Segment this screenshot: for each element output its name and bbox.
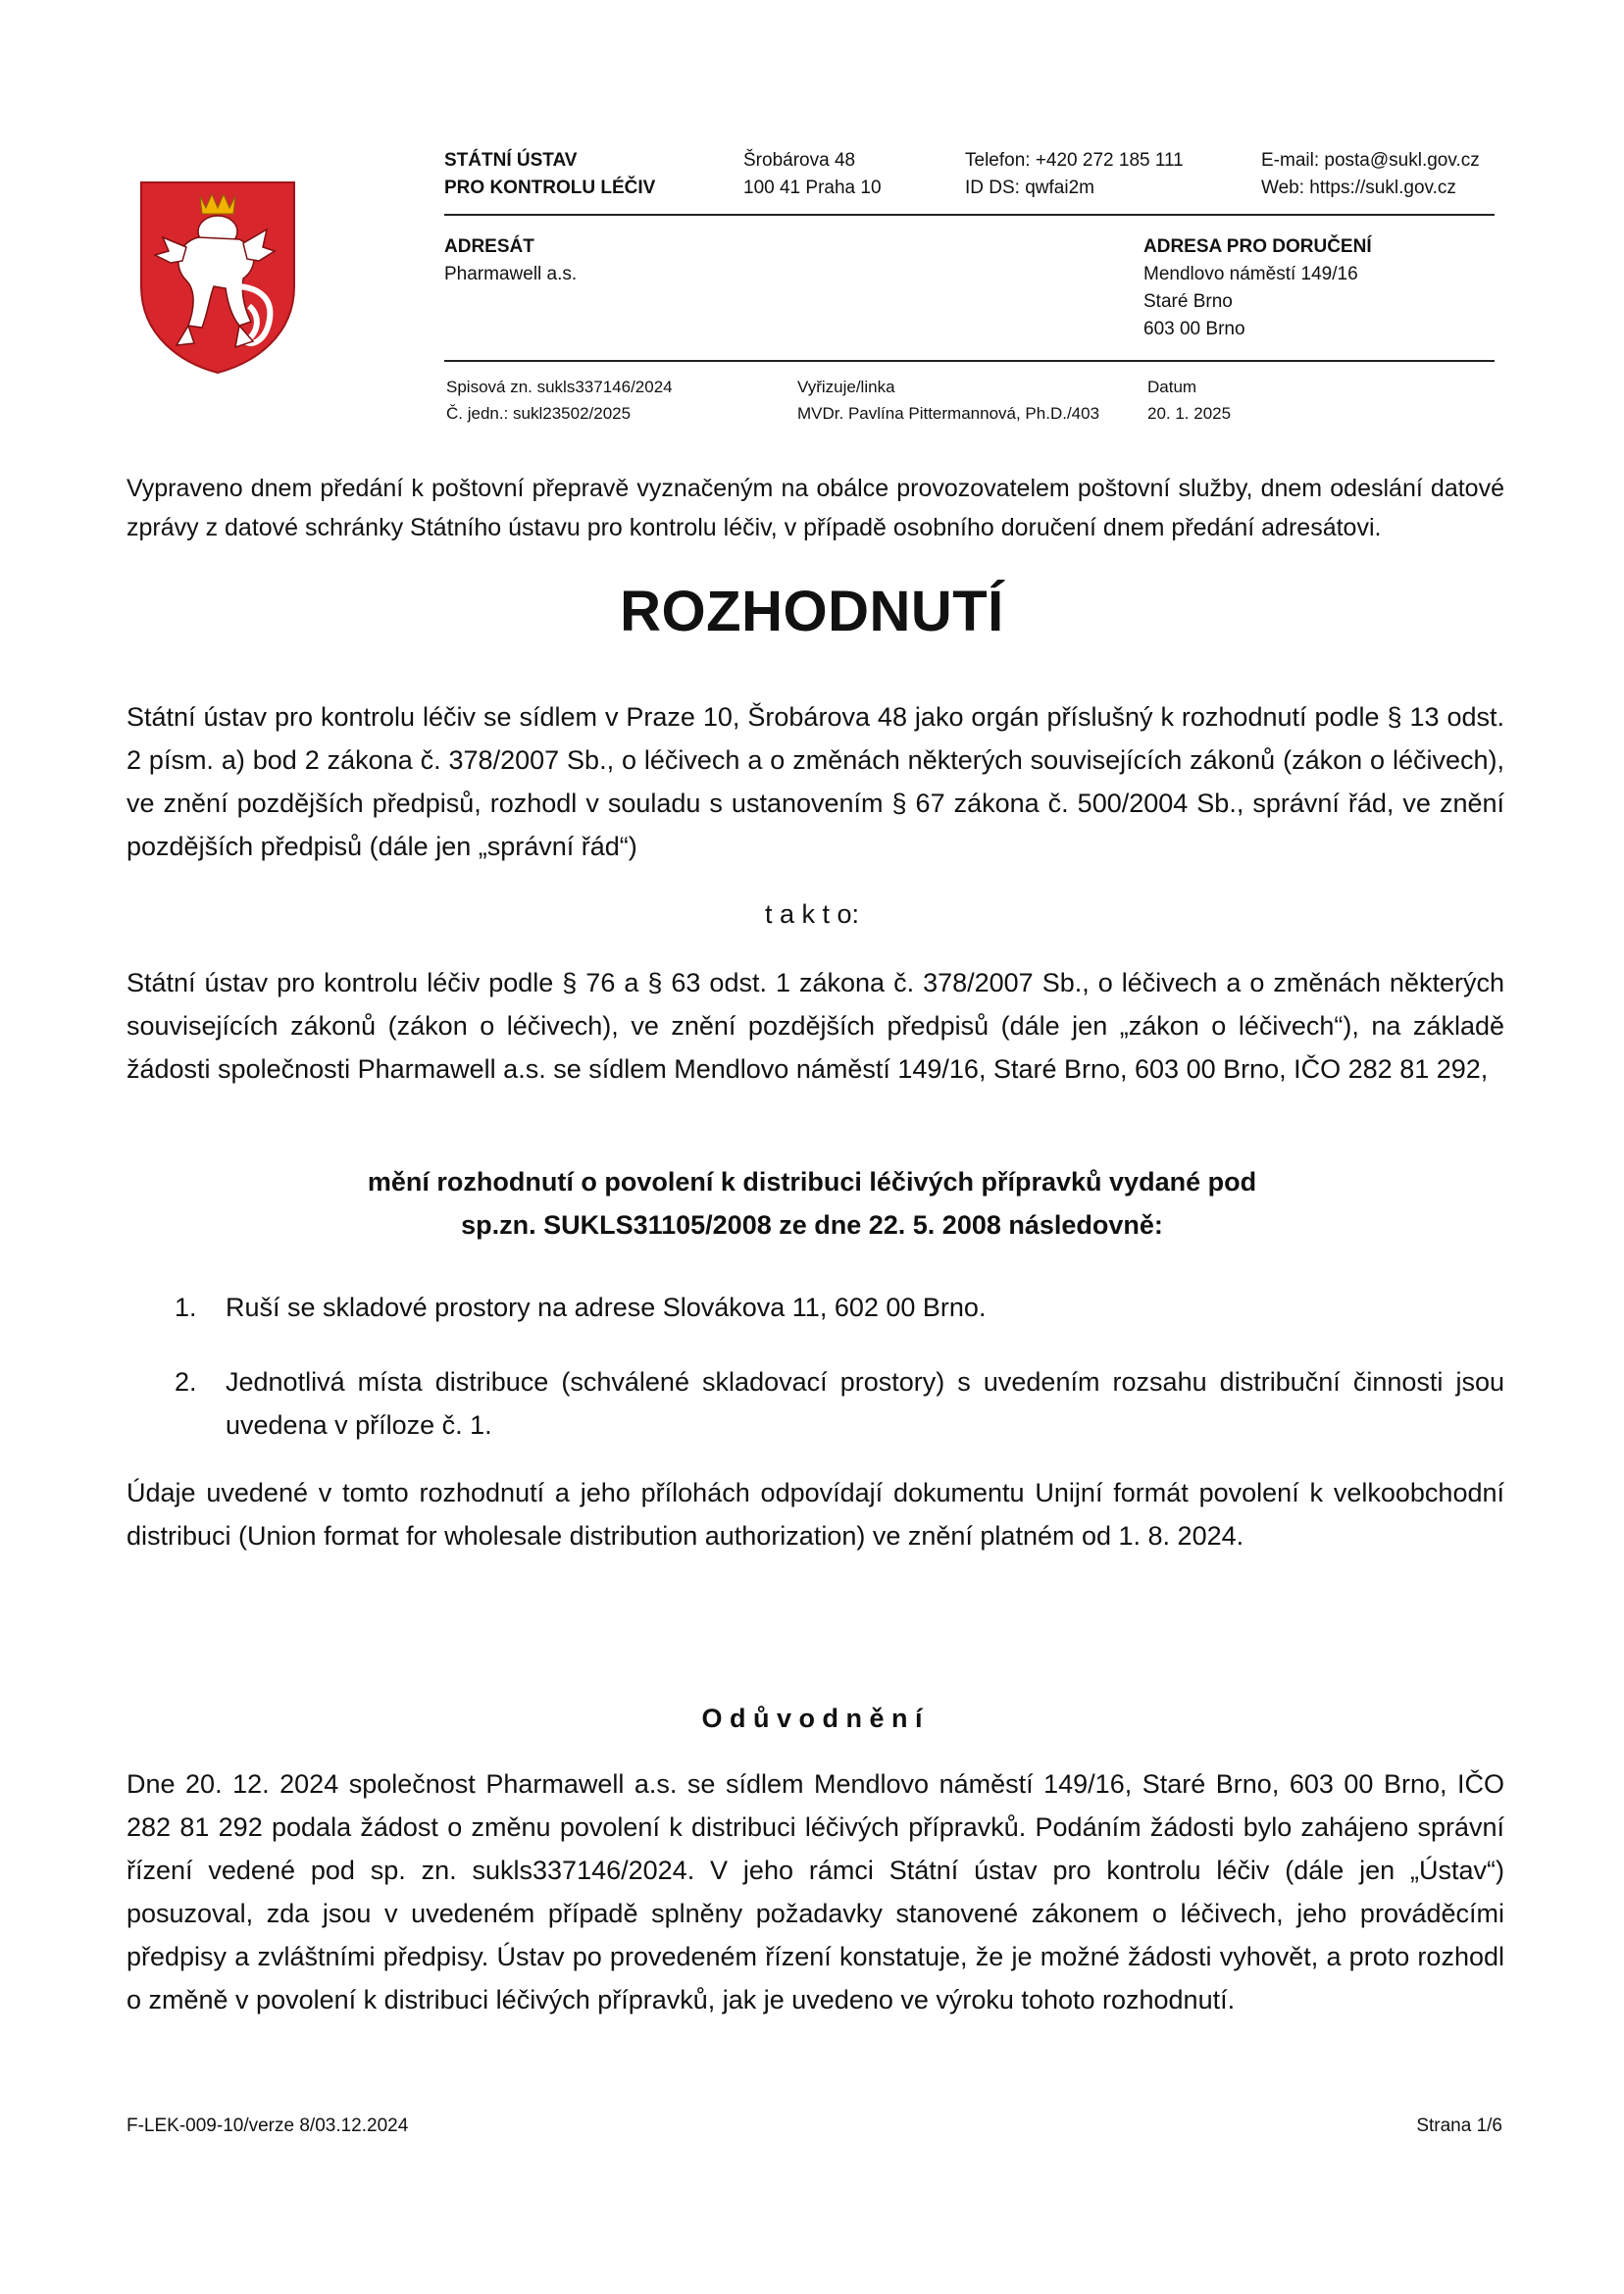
list-item-text: Jednotlivá místa distribuce (schválené skladovací prostory) s uvedením rozsahu distribuční činnosti jsou uvedena v příloze č. 1. bbox=[226, 1367, 1504, 1440]
file-reference bbox=[446, 374, 673, 427]
institution-name bbox=[444, 147, 655, 202]
reasoning-heading: O d ů v o d n ě n í bbox=[701, 1704, 923, 1733]
recipient-block bbox=[444, 233, 577, 288]
institution-line-2: PRO KONTROLU LÉČIV bbox=[444, 178, 656, 198]
list-item-text: Ruší se skladové prostory na adrese Slovákova 11, 602 00 Brno. bbox=[226, 1293, 987, 1322]
address-line-1: Šrobárova 48 bbox=[743, 150, 856, 171]
delivery-line-1: Mendlovo náměstí 149/16 bbox=[1143, 264, 1358, 284]
document-title: ROZHODNUTÍ bbox=[620, 580, 1004, 643]
institution-address bbox=[743, 147, 882, 202]
data-box-id: ID DS: qwfai2m bbox=[965, 178, 1094, 198]
delivery-address-block bbox=[1143, 233, 1372, 343]
reasoning-paragraph: Dne 20. 12. 2024 společnost Pharmawell a.s. se sídlem Mendlovo náměstí 149/16, Staré Brno, 603 00 Brno, IČO 282 81 292 podala žádost o změnu povolení k distribuci léčivých přípravků. Podáním žádosti bylo zahájeno správní řízení vedené pod sp. zn. sukls337146/2024. V jeho rámci Státní ústav pro kontrolu léčiv (dále jen „Ústav“) posuzoval, zda jsou v uvedeném případě splněny požadavky stanovené zákonem o léčivech, jeho prováděcími předpisy a zvláštními předpisy. Ústav po provedeném řízení konstatuje, že je možné žádosti vyhovět, a proto rozhodl o změně v povolení k distribuci léčivých přípravků, jak je uvedeno ve výroku tohoto rozhodnutí. bbox=[127, 1769, 1504, 2014]
phone-number: Telefon: +420 272 185 111 bbox=[965, 150, 1184, 171]
date-label: Datum bbox=[1147, 378, 1197, 396]
form-identifier: F-LEK-009-10/verze 8/03.12.2024 bbox=[127, 2116, 409, 2136]
website-address: Web: https://sukl.gov.cz bbox=[1261, 178, 1456, 198]
file-number: Spisová zn. sukls337146/2024 bbox=[446, 378, 673, 396]
email-address: E-mail: posta@sukl.gov.cz bbox=[1261, 150, 1480, 171]
header-divider bbox=[444, 214, 1495, 216]
decision-paragraph: Státní ústav pro kontrolu léčiv podle § 76 a § 63 odst. 1 zákona č. 378/2007 Sb., o léčivech a o změnách některých souvisejících zákonů (zákon o léčivech), ve znění pozdějších předpisů (dále jen „zákon o léčivech“), na základě žádosti společnosti Pharmawell a.s. se sídlem Mendlovo náměstí 149/16, Staré Brno, 603 00 Brno, IČO 282 81 292, bbox=[127, 968, 1504, 1084]
recipient-label: ADRESÁT bbox=[444, 236, 534, 257]
decision-heading-line-1: mění rozhodnutí o povolení k distribuci léčivých přípravků vydané pod bbox=[367, 1167, 1257, 1197]
coat-of-arms-logo bbox=[137, 178, 298, 375]
institution-line-1: STÁTNÍ ÚSTAV bbox=[444, 150, 578, 171]
handler-name: MVDr. Pavlína Pittermannová, Ph.D./403 bbox=[797, 404, 1100, 423]
recipient-divider bbox=[444, 360, 1495, 362]
delivery-line-3: 603 00 Brno bbox=[1143, 319, 1245, 339]
delivery-label: ADRESA PRO DORUČENÍ bbox=[1143, 236, 1372, 257]
date-block bbox=[1147, 374, 1231, 427]
handler-label: Vyřizuje/linka bbox=[797, 378, 895, 396]
document-date: 20. 1. 2025 bbox=[1147, 404, 1232, 423]
list-item-number: 2. bbox=[175, 1367, 197, 1397]
institution-online bbox=[1261, 147, 1480, 202]
address-line-2: 100 41 Praha 10 bbox=[743, 178, 882, 198]
page-number: Strana 1/6 bbox=[1416, 2116, 1502, 2136]
delivery-line-2: Staré Brno bbox=[1143, 291, 1233, 312]
reference-number: Č. jedn.: sukl23502/2025 bbox=[446, 404, 632, 423]
union-format-note: Údaje uvedené v tomto rozhodnutí a jeho přílohách odpovídají dokumentu Unijní formát povolení k velkoobchodní distribuci (Union format for wholesale distribution authorization) ve znění platném od 1. 8. 2024. bbox=[127, 1478, 1504, 1551]
handler-block bbox=[797, 374, 1099, 427]
recipient-name: Pharmawell a.s. bbox=[444, 264, 578, 284]
dispatch-note: Vypraveno dnem předání k poštovní přepravě vyznačeným na obálce provozovatelem poštovní služby, dnem odeslání datové zprávy z datové schránky Státního ústavu pro kontrolu léčiv, v případě osobního doručení dnem předání adresátovi. bbox=[127, 475, 1504, 541]
list-item-number: 1. bbox=[175, 1293, 197, 1322]
institution-contact bbox=[965, 147, 1184, 202]
intro-paragraph: Státní ústav pro kontrolu léčiv se sídlem v Praze 10, Šrobárova 48 jako orgán příslušný k rozhodnutí podle § 13 odst. 2 písm. a) bod 2 zákona č. 378/2007 Sb., o léčivech a o změnách některých souvisejících zákonů (zákon o léčivech), ve znění pozdějších předpisů, rozhodl v souladu s ustanovením § 67 zákona č. 500/2004 Sb., správní řád, ve znění pozdějších předpisů (dále jen „správní řád“) bbox=[127, 702, 1504, 861]
takto-label: t a k t o: bbox=[764, 899, 860, 929]
decision-heading-line-2: sp.zn. SUKLS31105/2008 ze dne 22. 5. 2008 následovně: bbox=[461, 1210, 1163, 1240]
decision-heading bbox=[0, 1160, 1624, 1247]
